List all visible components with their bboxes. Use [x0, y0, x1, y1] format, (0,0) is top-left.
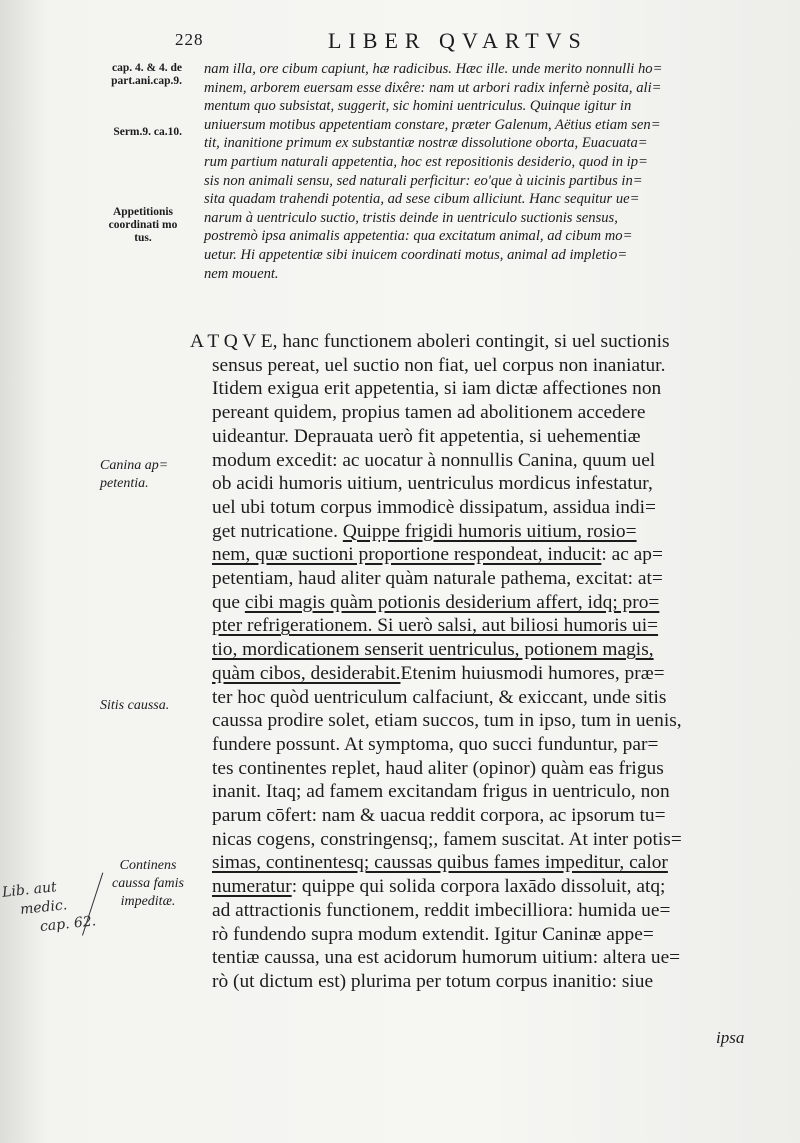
- margin-note-continens: [108, 857, 188, 911]
- underlined-text: nem, quæ suctioni proportione respondeat, inducit: [212, 544, 602, 566]
- margin-note-sermo: Serm.9. ca.10.: [113, 126, 182, 138]
- text-line: inanit. Itaq; ad famem excitandam frigus in uentriculo, non: [212, 781, 670, 803]
- margin-note-line: Canina ap=: [100, 458, 169, 473]
- handwritten-line: Lib. aut: [1, 879, 58, 901]
- text-line: nam illa, ore cibum capiunt, hæ radicibus. Hæc ille. unde merito nonnulli ho=: [204, 61, 663, 77]
- text-line: uel ubi totum corpus immodicè dissipatum, assidua indi=: [212, 496, 656, 518]
- text-line: uniuersum motibus appetentiam constare, præter Galenum, Aëtius etiam sen=: [204, 116, 661, 133]
- handwritten-line: cap. 62.: [39, 913, 97, 936]
- text-line: [190, 543, 740, 567]
- text-line: A T Q V E, hanc functionem aboleri contingit, si uel suctionis: [190, 331, 670, 352]
- text-line: uetur. Hi appetentiæ sibi inuicem coordinati motus, animal ad impletio=: [204, 246, 628, 263]
- underlined-text: pter refrigerationem. Si uerò salsi, aut biliosi humoris ui=: [212, 615, 659, 637]
- text-line: rum partium naturali appetentia, hoc est repositionis desiderio, quod in ip=: [204, 153, 648, 170]
- text-line: petentiam, haud aliter quàm naturale pathema, excitat: at=: [212, 568, 663, 590]
- text-line: postremò ipsa animalis appetentia: qua excitatum animal, ad cibum mo=: [204, 228, 633, 245]
- text-line: mentum quo subsistat, suggerit, sic homini uentriculus. Quinque igitur in: [204, 98, 632, 115]
- text-line: Itidem exigua erit appetentia, si iam dictæ affectiones non: [212, 378, 662, 400]
- margin-note-sitis: Sitis caussa.: [100, 698, 170, 713]
- italic-paragraph: [204, 60, 734, 283]
- underlined-text: tio, mordicationem senserit uentriculus, potionem magis,: [212, 639, 654, 661]
- text-line: rò fundendo supra modum extendit. Igitur Caninæ appe=: [212, 923, 654, 945]
- text-line: nicas cogens, constringensq;, famem suscitat. At inter potis=: [212, 828, 682, 850]
- text-line: [190, 875, 740, 899]
- running-title: LIBER QVARTVS: [328, 28, 588, 53]
- margin-note-line: coordinati mo: [108, 219, 178, 231]
- text-span: : quippe qui solida corpora laxādo dissoluit, atq;: [291, 876, 666, 898]
- margin-note-line: cap. 4. & 4. de: [112, 62, 182, 74]
- margin-note-line: Appetitionis: [112, 206, 174, 218]
- text-span: get nutricatione.: [212, 520, 343, 542]
- margin-note-line: tus.: [134, 232, 152, 244]
- page-number: 228: [175, 30, 204, 49]
- running-head: [0, 28, 800, 58]
- text-line: rò (ut dictum est) plurima per totum corpus inanitio: siue: [212, 970, 654, 992]
- text-line: fundere possunt. At symptoma, quo succi funduntur, par=: [212, 733, 659, 755]
- text-line: parum cōfert: nam & uacua reddit corpora, ac ipsorum tu=: [212, 805, 666, 827]
- text-line: ad attractionis functionem, reddit imbecilliora: humida ue=: [212, 899, 671, 921]
- margin-note-reference: [70, 62, 182, 88]
- underlined-text: simas, continentesq; caussas quibus fames impeditur, calor: [212, 852, 668, 874]
- margin-note-appetitionis: [96, 206, 190, 245]
- text-line: sensus pereat, uel suctio non fiat, uel corpus non inaniatur.: [212, 354, 666, 376]
- text-line: sita quadam trahendi potentia, ad sese cibum alliciunt. Hanc sequitur ue=: [204, 191, 640, 208]
- text-line: pereant quidem, propius tamen ad abolitionem accedere: [212, 402, 646, 424]
- text-line: [190, 520, 740, 544]
- text-line: [190, 662, 740, 686]
- text-line: tentiæ caussa, una est acidorum humorum uitium: altera ue=: [212, 947, 681, 969]
- text-line: nem mouent.: [204, 265, 279, 282]
- text-span: : ac ap=: [601, 544, 663, 566]
- underlined-text: cibi magis quàm potionis desiderium affert, idq; pro=: [244, 591, 660, 613]
- text-line: tes continentes replet, haud aliter (opinor) quàm eas frigus: [212, 757, 664, 779]
- text-line: tit, inanitione primum ex substantiæ nostræ dissolutione oborta, Euacuata=: [204, 135, 648, 152]
- text-line: uideantur. Deprauata uerò fit appetentia, si uehementiæ: [212, 425, 641, 447]
- margin-note-line: impeditæ.: [120, 894, 176, 909]
- text-span: Etenim huiusmodi humores, præ=: [400, 662, 665, 684]
- catchword: ipsa: [716, 1028, 745, 1047]
- text-line: ter hoc quòd uentriculum calfaciunt, & exiccant, unde sitis: [212, 686, 667, 708]
- margin-note-line: petentia.: [100, 476, 149, 491]
- margin-note-line: part.ani.cap.9.: [111, 75, 182, 87]
- text-line: modum excedit: ac uocatur à nonnullis Canina, quum uel: [212, 449, 656, 471]
- margin-note-line: Continens: [119, 858, 177, 873]
- underlined-text: Quippe frigidi humoris uitium, rosio=: [342, 520, 637, 542]
- handwritten-line: medic.: [19, 897, 69, 919]
- text-span: que: [212, 591, 245, 613]
- text-line: narum à uentriculo suctio, tristis deinde in uentriculo suctionis sensus,: [204, 209, 618, 226]
- underlined-text: numeratur: [212, 876, 292, 898]
- underlined-text: quàm cibos, desiderabit.: [212, 662, 401, 684]
- margin-note-line: caussa famis: [112, 876, 184, 891]
- text-line: ob acidi humoris uitium, uentriculus mordicus infestatur,: [212, 473, 653, 495]
- text-line: caussa prodire solet, etiam succos, tum in ipso, tum in uenis,: [212, 710, 682, 732]
- text-line: sis non animali sensu, sed naturali perficitur: eo'que à uicinis partibus in=: [204, 172, 643, 189]
- text-line: minem, arborem euersam esse dixêre: nam ut arbori radix infernè posita, ali=: [204, 79, 662, 96]
- main-paragraph: [190, 330, 740, 994]
- text-line: [190, 591, 740, 615]
